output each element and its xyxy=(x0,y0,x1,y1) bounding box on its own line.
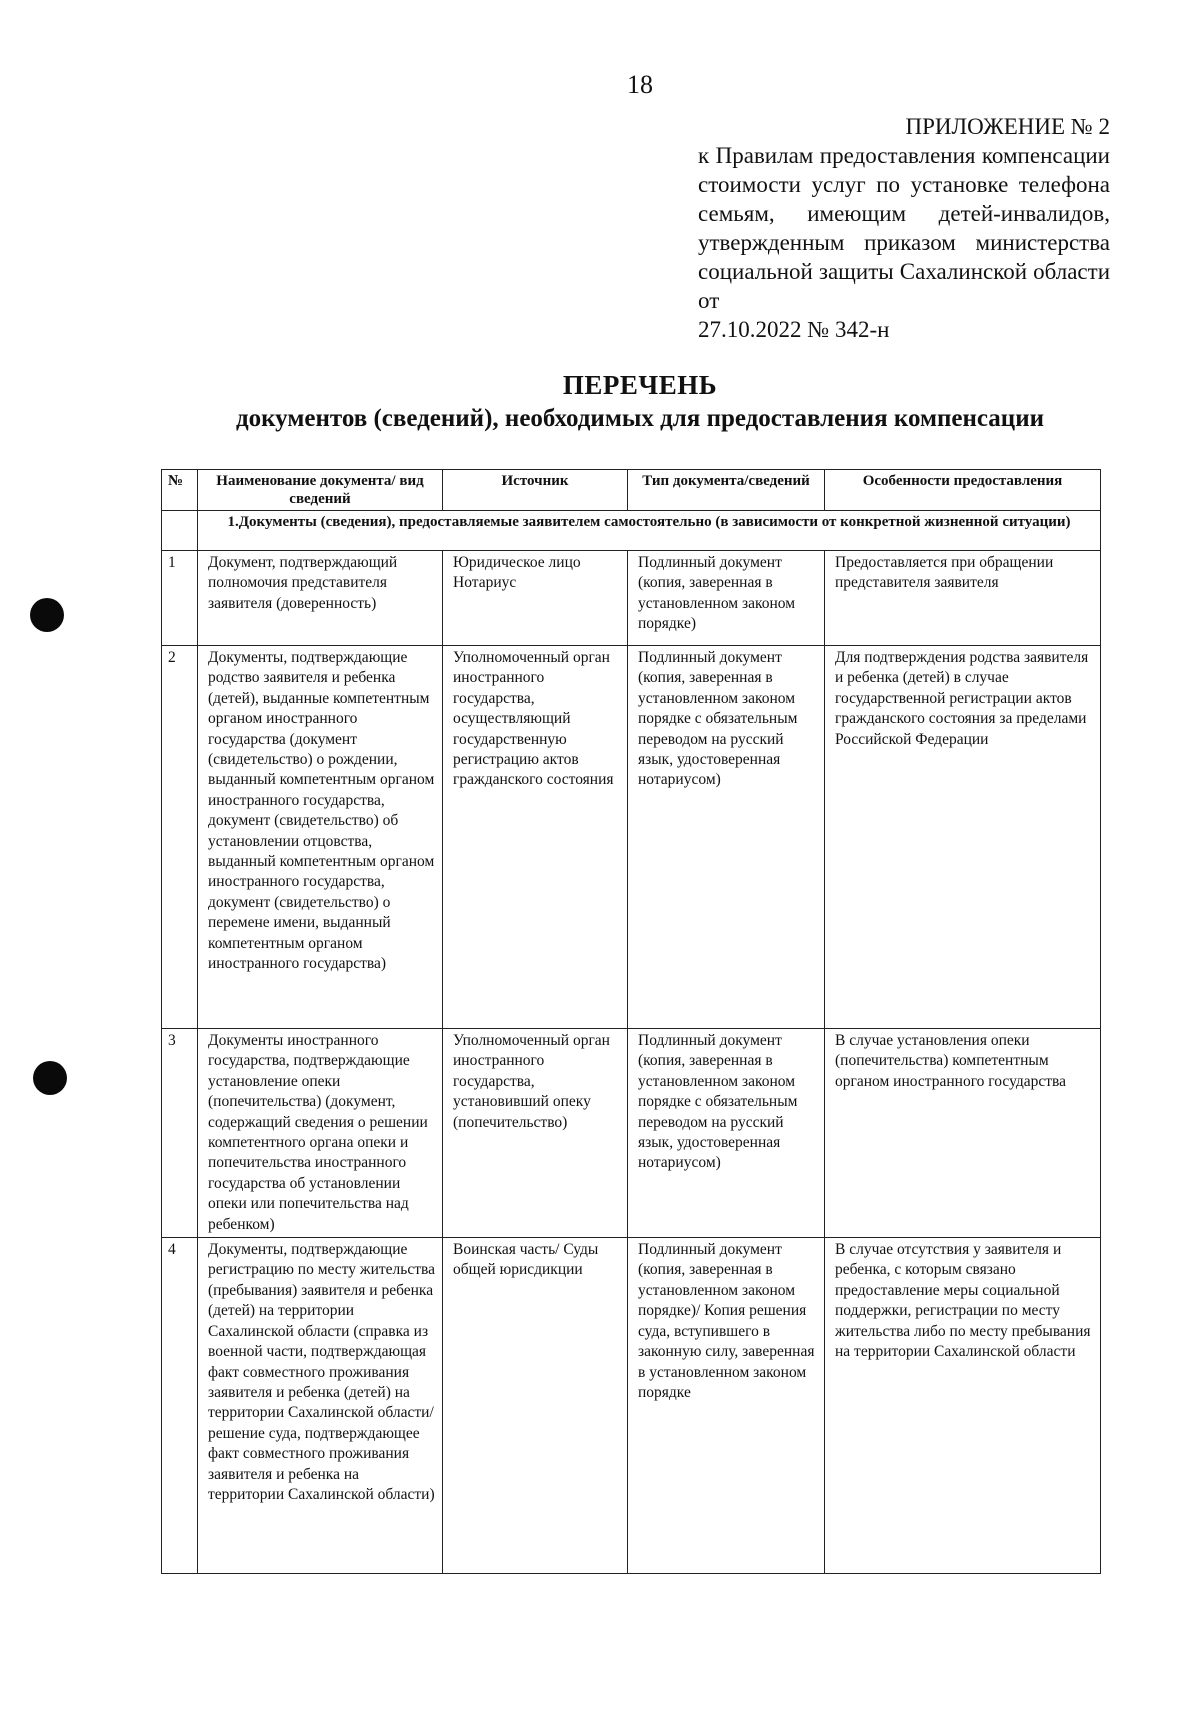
appendix-body xyxy=(698,141,1110,344)
appendix-order-date: 27.10.2022 № 342-н xyxy=(698,317,890,342)
header-features: Особенности предоставления xyxy=(825,470,1101,511)
row-name: Документы, подтверждающие регистрацию по месту жительства (пребывания) заявителя и ребенка (детей) на территории Сахалинской области (справка из военной части, подтверждающая факт совместного проживания заявителя и ребенка (детей) на территории Сахалинской области/ решение суда, подтверждающее факт совместного проживания заявителя и ребенка на территории Сахалинской области) xyxy=(198,1238,443,1574)
table-row xyxy=(162,551,1101,646)
table-row xyxy=(162,1238,1101,1574)
row-features: В случае установления опеки (попечительства) компетентным органом иностранного государства xyxy=(825,1029,1101,1238)
header-source: Источник xyxy=(443,470,628,511)
document-title: ПЕРЕЧЕНЬ xyxy=(562,370,718,400)
page-number: 18 xyxy=(627,70,653,99)
row-name: Документы, подтверждающие родство заявителя и ребенка (детей), выданные компетентным органом иностранного государства (документ (свидетельство) о рождении, выданный компетентным органом иностранного государства, документ (свидетельство) об установлении отцовства, выданный компетентным органом иностранного государства, документ (свидетельство) о перемене имени, выданный компетентным органом иностранного государства) xyxy=(198,646,443,1029)
table-row xyxy=(162,646,1101,1029)
row-source: Уполномоченный орган иностранного государства, установивший опеку (попечительство) xyxy=(443,1029,628,1238)
row-type: Подлинный документ (копия, заверенная в установленном законом порядке с обязательным переводом на русский язык, удостоверенная нотариусом) xyxy=(628,646,825,1029)
row-source: Воинская часть/ Суды общей юрисдикции xyxy=(443,1238,628,1574)
appendix-title: ПРИЛОЖЕНИЕ № 2 xyxy=(905,114,1110,139)
appendix-header xyxy=(698,112,1110,344)
header-type: Тип документа/сведений xyxy=(628,470,825,511)
section-num-cell xyxy=(162,511,198,551)
row-num: 2 xyxy=(162,646,198,1029)
row-features: Для подтверждения родства заявителя и ребенка (детей) в случае государственной регистрации актов гражданского состояния за пределами Российской Федерации xyxy=(825,646,1101,1029)
punch-hole-bottom xyxy=(33,1061,67,1095)
row-name: Документ, подтверждающий полномочия представителя заявителя (доверенность) xyxy=(198,551,443,646)
table-header-row xyxy=(162,470,1101,511)
document-subtitle: документов (сведений), необходимых для предоставления компенсации xyxy=(235,405,1045,432)
section-title: 1.Документы (сведения), предоставляемые заявителем самостоятельно (в зависимости от конкретной жизненной ситуации) xyxy=(198,511,1101,551)
row-source: Уполномоченный орган иностранного государства, осуществляющий государственную регистрацию актов гражданского состояния xyxy=(443,646,628,1029)
header-name: Наименование документа/ вид сведений xyxy=(198,470,443,511)
row-features: В случае отсутствия у заявителя и ребенка, с которым связано предоставление меры социальной поддержки, регистрации по месту жительства либо по месту пребывания на территории Сахалинской области xyxy=(825,1238,1101,1574)
section-row xyxy=(162,511,1101,551)
row-features: Предоставляется при обращении представителя заявителя xyxy=(825,551,1101,646)
appendix-body-text: к Правилам предоставления компенсации стоимости услуг по установке телефона семьям, имеющим детей-инвалидов, утвержденным приказом министерства социальной защиты Сахалинской области от xyxy=(698,143,1110,313)
row-type: Подлинный документ (копия, заверенная в установленном законом порядке) xyxy=(628,551,825,646)
row-type: Подлинный документ (копия, заверенная в установленном законом порядке с обязательным переводом на русский язык, удостоверенная нотариусом) xyxy=(628,1029,825,1238)
punch-hole-top xyxy=(30,598,64,632)
row-source: Юридическое лицо Нотариус xyxy=(443,551,628,646)
row-num: 4 xyxy=(162,1238,198,1574)
documents-table xyxy=(161,469,1101,1574)
row-num: 3 xyxy=(162,1029,198,1238)
row-name: Документы иностранного государства, подтверждающие установление опеки (попечительства) (документ, содержащий сведения о решении компетентного органа опеки и попечительства иностранного государства об установлении опеки или попечительства над ребенком) xyxy=(198,1029,443,1238)
table-row xyxy=(162,1029,1101,1238)
header-num: № xyxy=(162,470,198,511)
row-num: 1 xyxy=(162,551,198,646)
row-type: Подлинный документ (копия, заверенная в установленном законом порядке)/ Копия решения суда, вступившего в законную силу, заверенная в установленном законом порядке xyxy=(628,1238,825,1574)
